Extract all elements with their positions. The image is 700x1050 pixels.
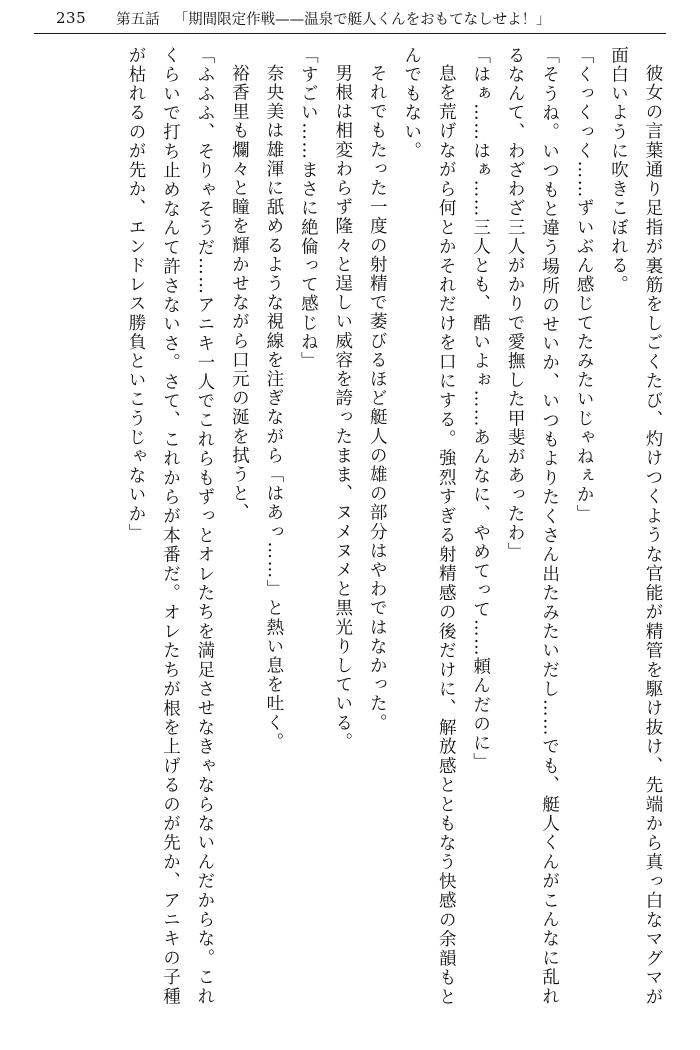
- paragraph: それでもたった一度の射精で萎びるほど艇人の雄の部分はやわではなかった。: [367, 63, 388, 732]
- paragraph: 男根は相変わらず隆々と逞しい威容を誇ったまま、ヌメヌメと黒光りしている。: [332, 63, 353, 752]
- paragraph: 息を荒げながら何とかそれだけを口にする。強烈すぎる射精感の後だけに、解放感とともなう快感の余韻もとんでもない。: [401, 46, 457, 1006]
- paragraph: 「ふふふ、そりゃそうだ……アニキ一人でこれらもずっとオレたちを満足させなきゃならないんだからな。これくらいで打ち止めなんて許さないさ。さて、これからが本番だ。オレたちが根を上げるのが先か、アニキの子種が枯れるのが先か、エンドレス勝負といこうじゃないか」: [125, 46, 215, 1006]
- chapter-title: 「期間限定作戦——温泉で艇人くんをおもてなしせよ！」: [173, 11, 551, 28]
- vertical-text-block: [30, 46, 670, 1006]
- paragraph: 「すごい……まさに絶倫って感じね」: [298, 46, 319, 371]
- page-number: 235: [56, 9, 87, 27]
- paragraph: 彼女の言葉通り足指が裏筋をしごくたび、灼けつくような官能が精管を駆け抜け、先端から真っ白なマグマが面白いように吹きこぼれる。: [608, 46, 663, 1006]
- page-header: [0, 0, 700, 36]
- paragraph: 「そうね。いつもと違う場所のせいか、いつもよりたくさん出たみたいだし……でも、艇人くんがこんなに乱れるなんて、わざわざ三人がかりで愛撫した甲斐があったわ」: [505, 46, 560, 1006]
- header-divider: [34, 33, 666, 34]
- paragraph: 裕香里も爛々と瞳を輝かせながら口元の涎を拭うと、: [229, 63, 250, 522]
- paragraph: 奈央美は雄渾に舐めるような視線を注ぎながら「はあっ……」と熱い息を吐く。: [263, 63, 284, 752]
- body-area: [30, 46, 670, 1021]
- chapter-label: 第五話: [116, 11, 160, 28]
- paragraph: 「はぁ……はぁ……三人とも、酷いよぉ……あんなに、やめてって……頼んだのに」: [470, 46, 491, 772]
- paragraph: 「くっくっく……ずいぶん感じてたみたいじゃねぇか」: [574, 46, 595, 524]
